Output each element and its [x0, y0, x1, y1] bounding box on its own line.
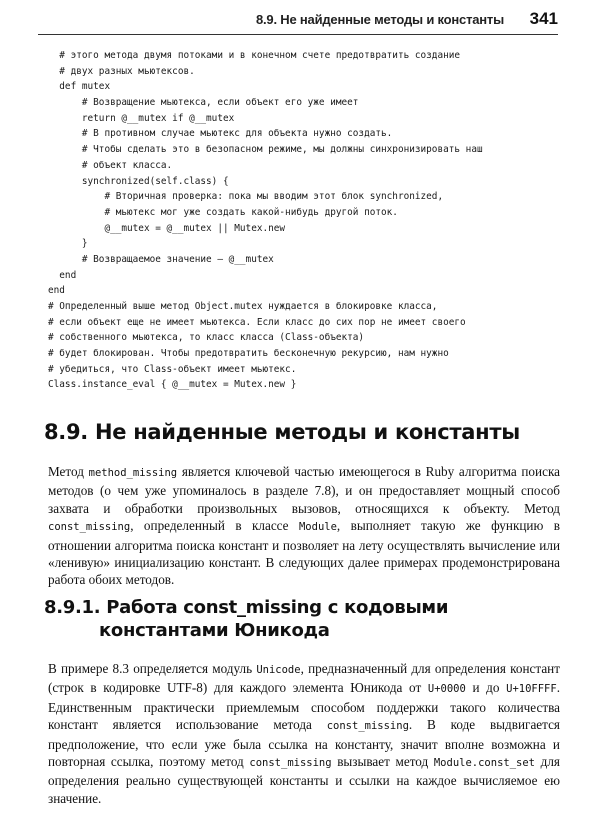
- code-line: Class.instance_eval { @__mutex = Mutex.new }: [48, 379, 297, 391]
- code-line: return @__mutex if @__mutex: [48, 112, 235, 124]
- text-run: , определенный в классе: [130, 518, 299, 534]
- code-line: def mutex: [48, 81, 111, 93]
- code-line: # Возвращение мьютекса, если объект его уже имеет: [48, 97, 359, 109]
- subsection-heading-line: константами Юникода: [99, 620, 330, 641]
- text-run: для определения реально существующей константы и ссылки на каждое вычисляемое ею значение.: [48, 754, 561, 806]
- subsection-heading-line: 8.9.1. Работа const_missing с кодовыми: [44, 597, 449, 618]
- inline-code: method_missing: [88, 467, 178, 479]
- code-line: synchronized(self.class) {: [48, 175, 229, 187]
- inline-code: U+10FFFF: [506, 683, 557, 696]
- section-heading: 8.9. Не найденные методы и константы: [44, 420, 520, 444]
- code-line: }: [48, 238, 88, 250]
- running-header-title: 8.9. Не найденные методы и константы: [255, 12, 504, 27]
- code-line: # Чтобы сделать это в безопасном режиме, мы должны синхронизировать наш: [48, 144, 483, 156]
- text-run: Метод: [48, 464, 89, 479]
- code-line: # Вторичная проверка: пока мы вводим этот блок synchronized,: [48, 191, 444, 203]
- code-line: end: [48, 269, 77, 281]
- code-line: # если объект еще не имеет мьютекса. Если класс до сих пор не имеет своего: [48, 316, 466, 328]
- code-line: # двух разных мьютексов.: [48, 65, 195, 77]
- page-header: [0, 0, 600, 36]
- code-line: # убедиться, что Class-объект имеет мьютекс.: [48, 363, 297, 375]
- text-run: . Единственным практически приемлемым способом поддержки такого количества констант является использование метода: [48, 680, 560, 733]
- code-line: # В противном случае мьютекс для объекта нужно создать.: [48, 128, 393, 140]
- code-line: # этого метода двумя потоками и в конечном счете предотвратить создание: [48, 50, 461, 61]
- code-line: @__mutex = @__mutex || Mutex.new: [48, 222, 286, 234]
- inline-code: U+0000: [427, 683, 466, 696]
- text-run: вызывает метод: [331, 754, 434, 770]
- text-run: является ключевой частью имеющегося в Ruby алгоритма поиска методов (о чем уже упоминалось в разделе 7.8), и он предоставляет мощный способ захвата и обработки произвольных вызовов, относящихся к объекту. Метод: [48, 464, 561, 516]
- inline-code: Unicode: [256, 664, 301, 676]
- code-line: # Возвращаемое значение — @__mutex: [48, 253, 274, 265]
- code-listing: [48, 48, 578, 393]
- text-run: , выполняет такую же функцию в отношении алгоритма поиска констант и позволяет на лету осуществлять вычисление или «ленивую» инициализацию констант. В следующих далее примерах продемонстрирована работа обоих методов.: [48, 518, 560, 588]
- code-line: # объект класса.: [48, 159, 173, 171]
- inline-code: const_missing: [249, 757, 332, 770]
- section-paragraph: [48, 463, 560, 589]
- header-rule: [38, 34, 558, 35]
- inline-code: const_missing: [48, 521, 131, 534]
- text-run: и до: [465, 680, 507, 696]
- code-line: # мьютекс мог уже создать какой-нибудь другой поток.: [48, 206, 398, 218]
- inline-code: Module: [298, 521, 337, 534]
- code-line: # Определенный выше метод Object.mutex нуждается в блокировке класса,: [48, 301, 438, 312]
- inline-code: const_missing: [326, 720, 409, 733]
- subsection-paragraph: [48, 660, 560, 807]
- page-number: 341: [529, 9, 558, 28]
- subsection-heading: [44, 596, 448, 642]
- text-run: . В коде выдвигается предположение, что если уже была ссылка на константу, значит вполне возможна и повторная ссылка, поэтому метод: [48, 717, 560, 770]
- code-line: end: [48, 285, 65, 297]
- code-line: # собственного мьютекса, то класс класса (Class-объекта): [48, 332, 365, 344]
- code-line: # будет блокирован. Чтобы предотвратить бесконечную рекурсию, нам нужно: [48, 348, 449, 360]
- inline-code: Module.const_set: [433, 757, 536, 770]
- text-run: В примере 8.3 определяется модуль: [48, 661, 257, 676]
- text-run: , предназначенный для определения констант (строк в кодировке UTF-8) для каждого элемента Юникода от: [48, 661, 561, 696]
